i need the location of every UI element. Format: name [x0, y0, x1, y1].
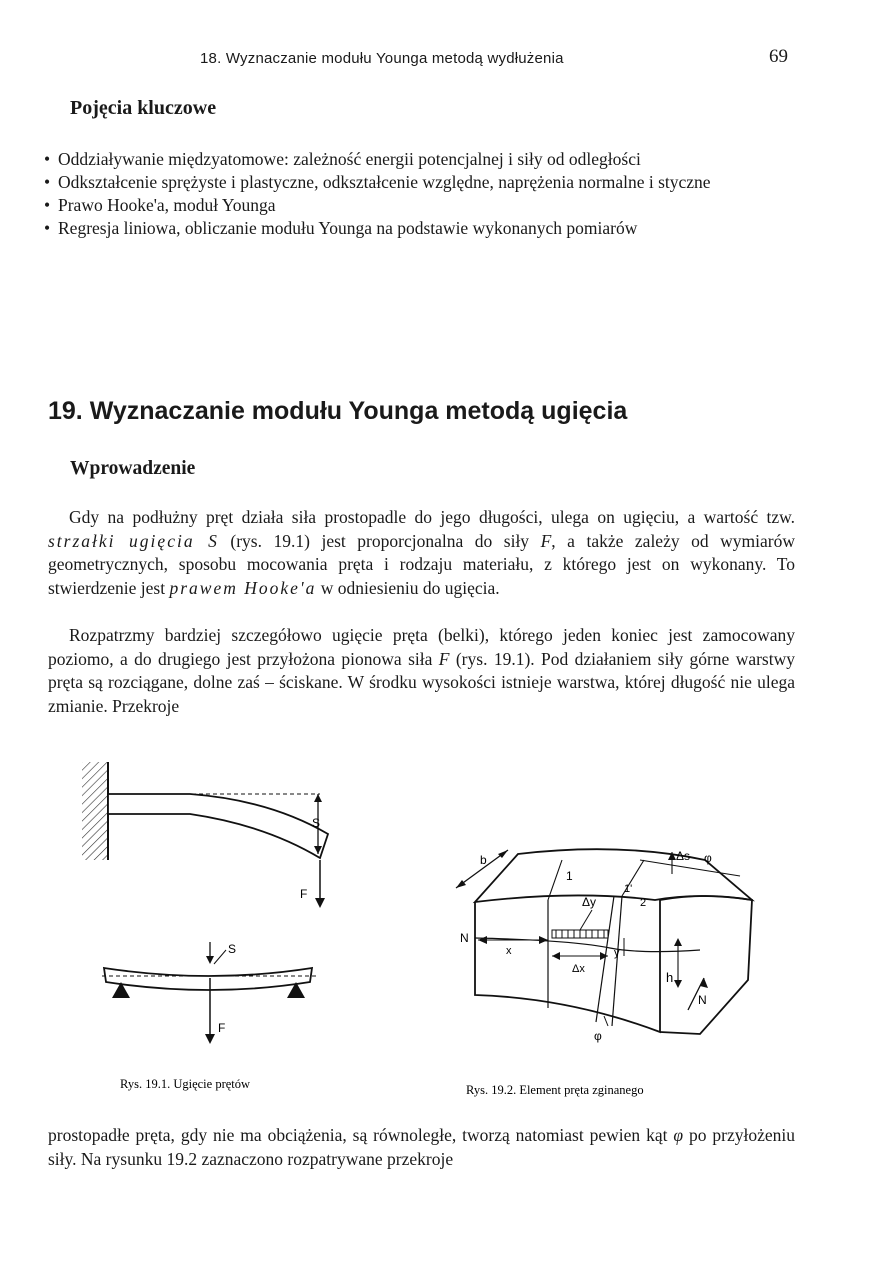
- label-delta-x: Δx: [572, 963, 585, 975]
- paragraph-3: prostopadłe pręta, gdy nie ma obciążenia, są równoległe, tworzą natomiast pewien kąt φ po przyłożeniu siły. Na rysunku 19.2 zaznaczono rozpatrywane przekroje: [48, 1125, 796, 1169]
- list-item: • Odkształcenie sprężyste i plastyczne, odkształcenie względne, naprężenia normalne i styczne: [44, 172, 711, 192]
- label-F-bottom: F: [218, 1021, 226, 1035]
- figure-19-2-caption: Rys. 19.2. Element pręta zginanego: [466, 1083, 644, 1097]
- label-1: 1: [566, 869, 573, 883]
- wall-hatch: [82, 762, 108, 860]
- figure-19-1-caption: Rys. 19.1. Ugięcie prętów: [120, 1077, 251, 1091]
- bent-element-front-face: [475, 900, 660, 1032]
- label-phi-top: φ: [704, 851, 712, 865]
- list-item: • Prawo Hooke'a, moduł Younga: [44, 195, 276, 215]
- bent-element-side-face: [660, 896, 752, 1034]
- figure-19-2: [456, 849, 752, 1097]
- list-item: • Regresja liniowa, obliczanie modułu Younga na podstawie wykonanych pomiarów: [44, 218, 638, 238]
- figures-area: [0, 750, 893, 1110]
- label-x: x: [506, 945, 512, 957]
- label-b: b: [480, 853, 487, 867]
- force-arrowhead-top: [315, 898, 325, 908]
- paragraph-1: Gdy na podłużny pręt działa siła prostopadle do jego długości, ulega on ugięciu, a wartość tzw. strzałki ugięcia S (rys. 19.1) jest proporcjonalna do siły F, a także zależy od wymiarów geometrycznych, sposobu mocowania pręta i rodzaju materiału, z którego jest on wykonany. To stwierdzenie jest prawem Hooke'a w odniesieniu do ugięcia.: [48, 507, 795, 598]
- label-S-bottom: S: [228, 942, 237, 956]
- label-delta-y: Δy: [582, 895, 597, 909]
- bullet-icon: •: [44, 218, 51, 238]
- simply-supported-beam: [104, 968, 312, 990]
- term-deflection: strzałki ugięcia S: [48, 530, 219, 551]
- label-delta-s: Δs: [676, 849, 691, 863]
- label-S-top: S: [312, 816, 321, 830]
- label-y: y: [614, 947, 620, 959]
- section-2: [612, 896, 622, 1026]
- page-number: 69: [769, 46, 788, 67]
- bullet-icon: •: [44, 149, 51, 169]
- label-F-top: F: [300, 887, 308, 901]
- key-concepts-heading: Pojęcia kluczowe: [70, 97, 217, 119]
- label-h: h: [666, 970, 674, 985]
- label-phi-bottom: φ: [594, 1029, 602, 1043]
- figure-19-1: [82, 762, 328, 1091]
- cantilever-beam: [108, 794, 328, 858]
- label-1-prime: 1': [624, 883, 633, 895]
- running-header: 18. Wyznaczanie modułu Younga metodą wydłużenia: [200, 50, 564, 67]
- term-hooke-law: prawem Hooke'a: [169, 577, 317, 598]
- label-2: 2: [640, 897, 647, 909]
- label-N-left: N: [460, 931, 469, 945]
- bullet-icon: •: [44, 195, 51, 215]
- list-item: • Oddziaływanie międzyatomowe: zależność energii potencjalnej i siły od odległości: [44, 149, 641, 169]
- label-N-right: N: [698, 993, 707, 1007]
- key-concepts-list: [42, 148, 802, 240]
- chapter-title: 19. Wyznaczanie modułu Younga metodą ugięcia: [48, 397, 628, 425]
- section-1-prime: [596, 896, 614, 1022]
- paragraph-2: Rozpatrzmy bardziej szczegółowo ugięcie pręta (belki), którego jeden koniec jest zamocowany poziomo, a do drugiego jest przyłożona pionowa siła F (rys. 19.1). Pod działaniem siły górne warstwy pręta są rozciągane, dolne zaś – ściskane. W środku wysokości istnieje warstwa, której długość nie ulega zmianie. Przekroje: [48, 625, 795, 716]
- bullet-icon: •: [44, 172, 51, 192]
- section-heading: Wprowadzenie: [70, 458, 196, 479]
